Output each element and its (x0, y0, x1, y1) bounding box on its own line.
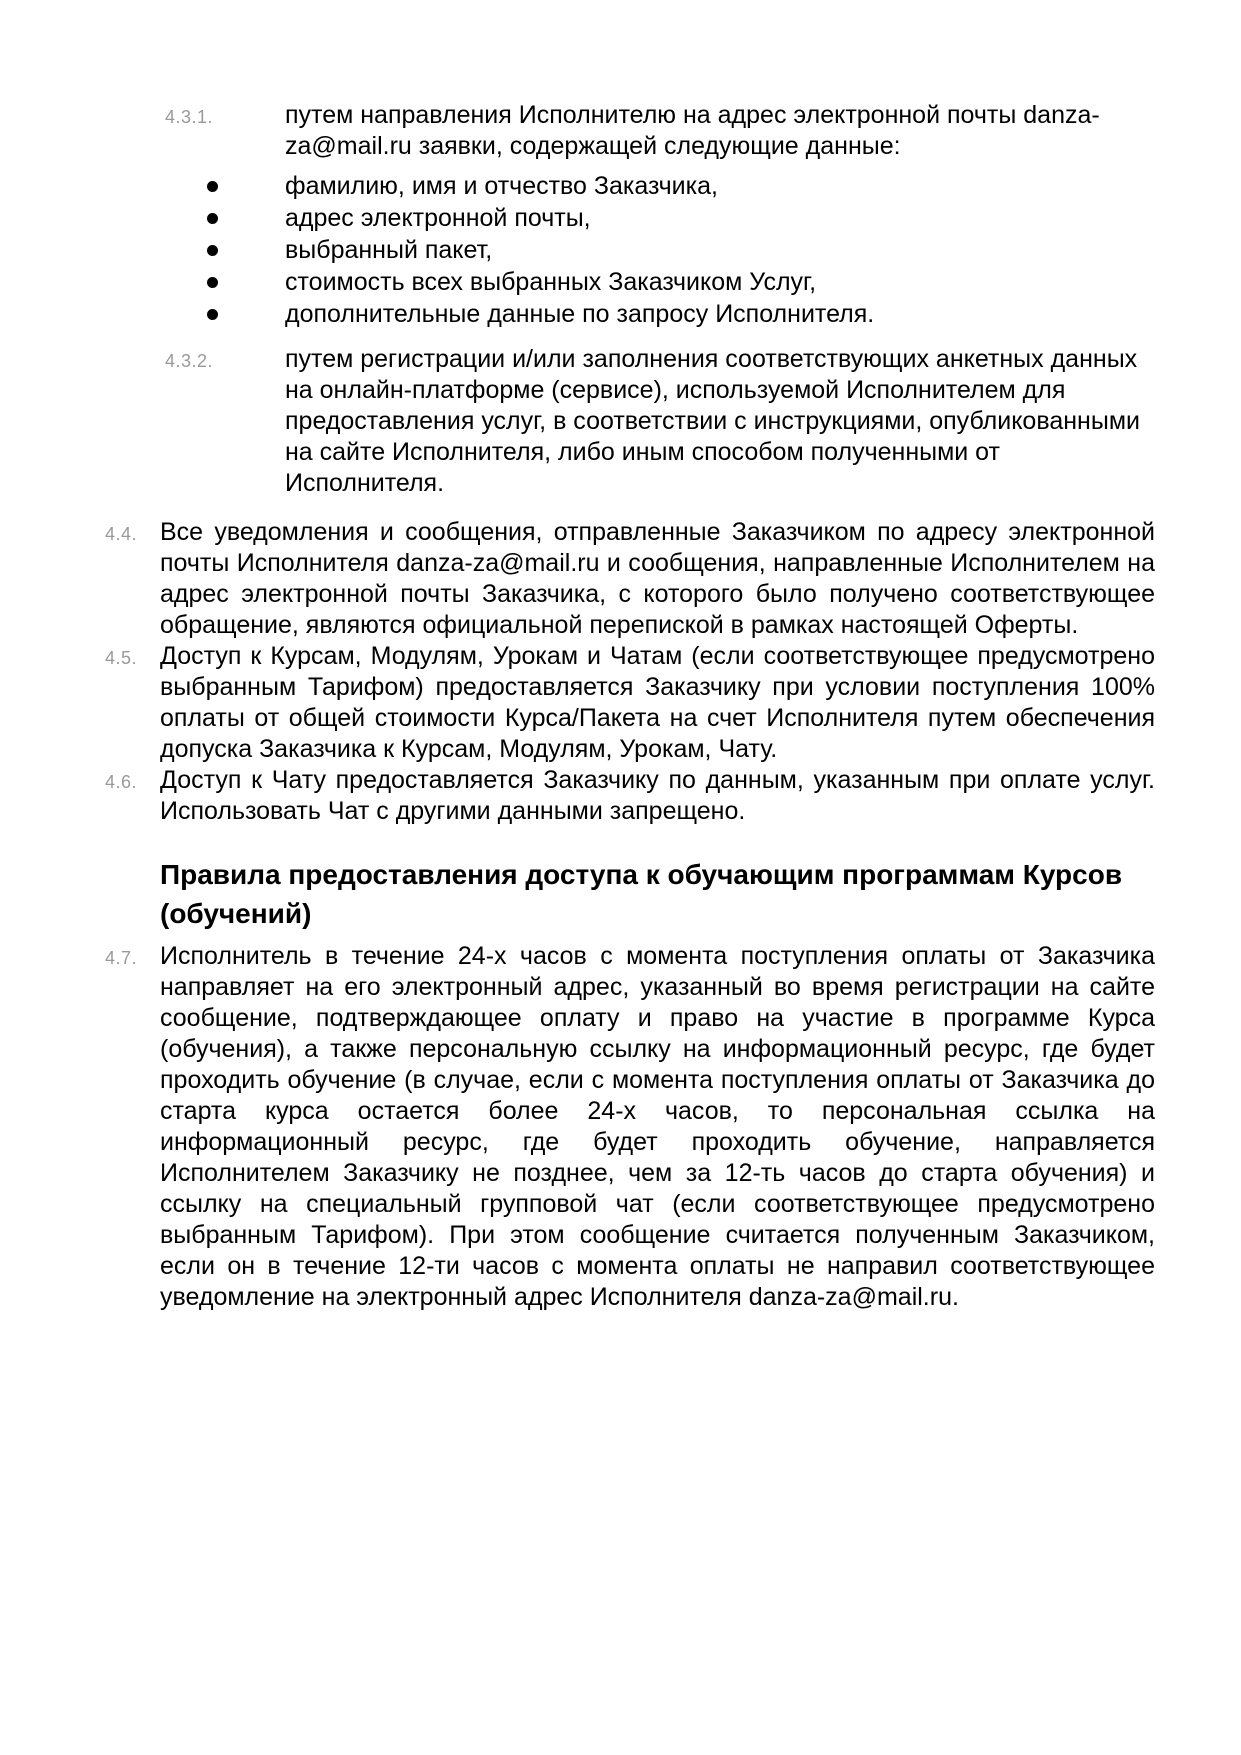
clause-number: 4.3.2. (165, 351, 214, 371)
clause-number: 4.3.1. (165, 107, 214, 127)
clause-text: путем регистрации и/или заполнения соответствующих анкетных данных на онлайн-платформе (сервисе), используемой Исполнителем для предоставления услуг, в соответствии с инструкциями, опубликованными на сайте Исполнителя, либо иным способом полученными от Исполнителя. (285, 345, 1140, 497)
clause-4-6 (0, 765, 1241, 827)
section-heading: Правила предоставления доступа к обучающим программам Курсов (обучений) (160, 859, 1123, 929)
bullet-item: фамилию, имя и отчество Заказчика, (205, 170, 1155, 202)
clause-text: Все уведомления и сообщения, отправленные Заказчиком по адресу электронной почты Исполнителя danza-za@mail.ru и сообщения, направленные Исполнителем на адрес электронной почты Заказчика, с которого было получено соответствующее обращение, являются официальной перепиской в рамках настоящей Оферты. (160, 518, 1155, 639)
clause-4-3-1 (0, 100, 1241, 162)
clause-number: 4.7. (105, 948, 138, 968)
bullet-item: стоимость всех выбранных Заказчиком Услуг, (205, 266, 1155, 298)
clause-number: 4.6. (105, 772, 138, 792)
clause-4-4 (0, 517, 1241, 641)
clause-text: Исполнитель в течение 24-х часов с момента поступления оплаты от Заказчика направляет на его электронный адрес, указанный во время регистрации на сайте сообщение, подтверждающее оплату и право на участие в программе Курса (обучения), а также персональную ссылку на информационный ресурс, где будет проходить обучение (в случае, если с момента поступления оплаты от Заказчика до старта курса остается более 24-х часов, то персональная ссылка на информационный ресурс, где будет проходить обучение, направляется Исполнителем Заказчику не позднее, чем за 12-ть часов до старта обучения) и ссылку на специальный групповой чат (если соответствующее предусмотрено выбранным Тарифом). При этом сообщение считается полученным Заказчиком, если он в течение 12-ти часов с момента оплаты не направил соответствующее уведомление на электронный адрес Исполнителя danza-za@mail.ru. (160, 942, 1155, 1311)
bullet-item: дополнительные данные по запросу Исполнителя. (205, 298, 1155, 330)
bullet-item: адрес электронной почты, (205, 202, 1155, 234)
clause-4-3-2 (0, 344, 1241, 499)
clause-number: 4.4. (105, 524, 138, 544)
clause-text: Доступ к Чату предоставляется Заказчику по данным, указанным при оплате услуг. Использовать Чат с другими данными запрещено. (160, 766, 1155, 825)
clause-4-5 (0, 641, 1241, 765)
clause-text: путем направления Исполнителю на адрес электронной почты danza-za@mail.ru заявки, содержащей следующие данные: (285, 101, 1100, 160)
clause-number: 4.5. (105, 648, 138, 668)
bullet-item: выбранный пакет, (205, 234, 1155, 266)
request-data-bullet-list (0, 170, 1241, 330)
clause-text: Доступ к Курсам, Модулям, Урокам и Чатам (если соответствующее предусмотрено выбранным Тарифом) предоставляется Заказчику при условии поступления 100% оплаты от общей стоимости Курса/Пакета на счет Исполнителя путем обеспечения допуска Заказчика к Курсам, Модулям, Урокам, Чату. (160, 642, 1155, 763)
clause-4-7 (0, 941, 1241, 1313)
